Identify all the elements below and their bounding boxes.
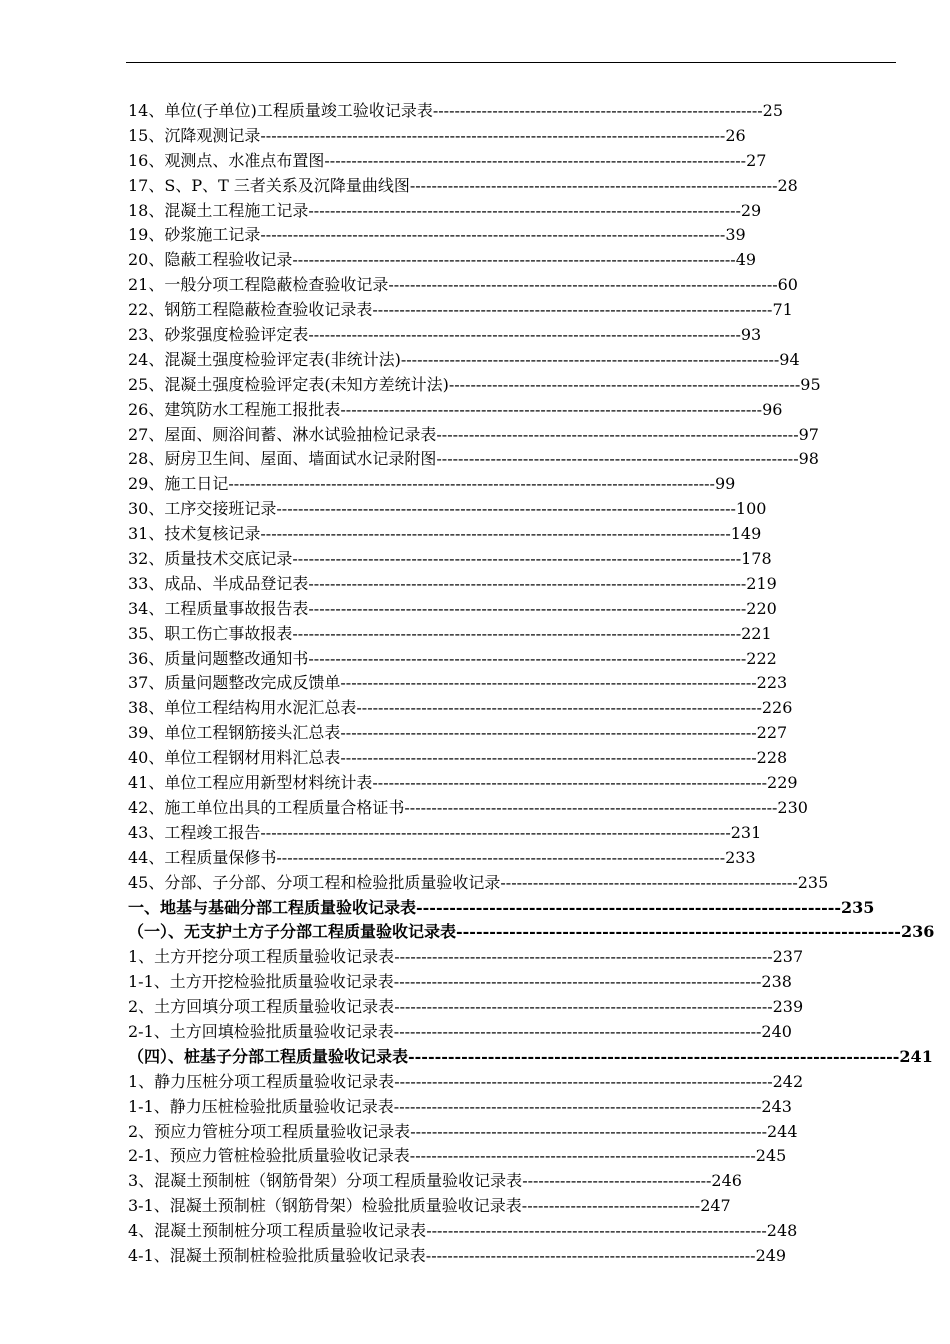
toc-leader: ---------------------------------------------------------------------- bbox=[400, 349, 780, 369]
toc-entry-title: 41、单位工程应用新型材料统计表 bbox=[128, 773, 373, 793]
toc-page-number: 244 bbox=[767, 1121, 798, 1141]
toc-entry-title: 38、单位工程结构用水泥汇总表 bbox=[128, 698, 357, 718]
toc-page-number: 26 bbox=[725, 125, 746, 145]
toc-page-number: 98 bbox=[798, 449, 819, 469]
toc-entry-title: 4-1、混凝土预制桩检验批质量验收记录表 bbox=[128, 1245, 426, 1265]
toc-entry[interactable] bbox=[128, 572, 934, 597]
toc-page-number: 236 bbox=[900, 922, 935, 942]
toc-leader: ------------------------------------------------------------------- bbox=[436, 424, 799, 444]
toc-entry-title: 14、单位(子单位)工程质量竣工验收记录表 bbox=[128, 101, 433, 120]
toc-page-number: 221 bbox=[741, 623, 772, 643]
toc-entry-title: 16、观测点、水准点布置图 bbox=[128, 150, 325, 170]
toc-leader: ----------------------------------------------------------------------------------- bbox=[292, 549, 742, 569]
toc-page-number: 246 bbox=[711, 1171, 742, 1191]
toc-entry[interactable] bbox=[128, 497, 934, 522]
toc-entry[interactable] bbox=[128, 721, 934, 746]
toc-page-number: 96 bbox=[762, 399, 783, 419]
toc-page-number: 240 bbox=[761, 1021, 792, 1041]
toc-leader: --------------------------------------------------------------------------------------- bbox=[260, 822, 731, 842]
toc-entry[interactable] bbox=[128, 1095, 934, 1120]
toc-leader: ---------------------------------------------------------------- bbox=[416, 897, 842, 917]
toc-page-number: 230 bbox=[777, 797, 808, 817]
toc-leader: --------------------------------------------------------------- bbox=[426, 1221, 767, 1241]
toc-leader: -------------------------------------------------------------------- bbox=[393, 1096, 762, 1116]
toc-entry[interactable] bbox=[128, 298, 934, 323]
toc-page-number: 247 bbox=[700, 1196, 731, 1216]
toc-entry[interactable] bbox=[128, 970, 934, 995]
toc-entry[interactable] bbox=[128, 99, 934, 124]
toc-entry-title: 2-1、土方回填检验批质量验收记录表 bbox=[128, 1021, 394, 1041]
toc-entry-title: 1-1、静力压桩检验批质量验收记录表 bbox=[128, 1096, 394, 1116]
toc-page-number: 235 bbox=[841, 897, 875, 917]
toc-entry[interactable] bbox=[128, 273, 934, 298]
toc-entry-title: 44、工程质量保修书 bbox=[128, 847, 277, 867]
toc-entry[interactable] bbox=[128, 622, 934, 647]
toc-entry-title: 3-1、混凝土预制桩（钢筋骨架）检验批质量验收记录表 bbox=[128, 1196, 522, 1216]
toc-entry[interactable] bbox=[128, 1020, 934, 1045]
toc-leader: ------------------------------------------------------------------------------------- bbox=[276, 499, 736, 519]
toc-entry-title: 37、质量问题整改完成反馈单 bbox=[128, 673, 341, 693]
toc-leader: ---------------------------------------------------------------------------------- bbox=[292, 250, 736, 270]
toc-entry-title: 17、S、P、T 三者关系及沉降量曲线图 bbox=[128, 175, 410, 195]
toc-page-number: 49 bbox=[735, 250, 757, 270]
toc-leader: --------------------------------------------------------------------------- bbox=[356, 698, 762, 718]
toc-entry[interactable] bbox=[128, 597, 934, 622]
toc-page-number: 237 bbox=[772, 947, 804, 967]
toc-entry-title: （四）、桩基子分部工程质量验收记录表 bbox=[128, 1046, 409, 1066]
toc-leader: ----------------------------------------------------------------------------------- bbox=[276, 847, 726, 867]
toc-page-number: 233 bbox=[725, 847, 756, 867]
toc-page-number: 228 bbox=[756, 748, 788, 768]
toc-entry[interactable] bbox=[128, 796, 934, 821]
toc-page-number: 243 bbox=[761, 1096, 792, 1116]
toc-page-number: 94 bbox=[779, 349, 800, 369]
toc-entry[interactable] bbox=[128, 423, 934, 448]
toc-entry-title: 30、工序交接班记录 bbox=[128, 499, 277, 519]
toc-entry-title: 4、混凝土预制桩分项工程质量验收记录表 bbox=[128, 1221, 427, 1241]
toc-page-number: 27 bbox=[746, 150, 767, 170]
toc-entry-title: 1-1、土方开挖检验批质量验收记录表 bbox=[128, 972, 394, 992]
toc-leader: -------------------------------------------------------------------------------- bbox=[308, 325, 741, 345]
toc-entry[interactable] bbox=[128, 248, 934, 273]
toc-page-number: 227 bbox=[756, 723, 788, 743]
toc-leader: ------------------------------------------------------------------------------------------ bbox=[228, 474, 715, 494]
toc-entry[interactable] bbox=[128, 821, 934, 846]
toc-leader: ------------------------------------------------------------- bbox=[432, 101, 763, 120]
toc-leader: --------------------------------------------------------------------- bbox=[404, 797, 778, 817]
toc-entry[interactable] bbox=[128, 149, 934, 174]
table-of-contents bbox=[128, 99, 934, 1269]
toc-entry-title: 2、土方回填分项工程质量验收记录表 bbox=[128, 997, 395, 1017]
toc-entry[interactable] bbox=[128, 522, 934, 547]
toc-entry-title: 39、单位工程钢筋接头汇总表 bbox=[128, 723, 341, 743]
toc-entry[interactable] bbox=[128, 846, 934, 871]
toc-entry[interactable] bbox=[128, 547, 934, 572]
toc-leader: --------------------------------------------------------------------------------- bbox=[308, 598, 747, 618]
toc-page-number: 93 bbox=[740, 325, 762, 345]
toc-entry-title: 33、成品、半成品登记表 bbox=[128, 573, 309, 593]
toc-entry-title: 45、分部、子分部、分项工程和检验批质量验收记录 bbox=[128, 872, 501, 892]
toc-leader: ------------------------------------------------------------------- bbox=[436, 449, 799, 469]
toc-leader: ----------------------------------------------------------------------------- bbox=[340, 748, 757, 768]
toc-page-number: 60 bbox=[777, 275, 798, 295]
toc-entry[interactable] bbox=[128, 871, 934, 896]
toc-entry-title: 18、混凝土工程施工记录 bbox=[128, 200, 309, 220]
toc-leader: ----------------------------------------------------------------------------- bbox=[340, 723, 757, 743]
toc-leader: -------------------------------------------------------------------------------------- bbox=[260, 225, 726, 245]
toc-entry[interactable] bbox=[128, 398, 934, 423]
toc-page-number: 222 bbox=[746, 648, 777, 668]
toc-leader: ----------------------------------------------------------------------------------- bbox=[292, 623, 742, 643]
toc-entry[interactable] bbox=[128, 223, 934, 248]
toc-page-number: 220 bbox=[746, 598, 777, 618]
toc-page-number: 29 bbox=[740, 200, 762, 220]
toc-entry-title: 20、隐蔽工程验收记录 bbox=[128, 250, 293, 270]
toc-entry[interactable] bbox=[128, 472, 934, 497]
toc-entry-title: 42、施工单位出具的工程质量合格证书 bbox=[128, 797, 405, 817]
toc-entry-title: 一、地基与基础分部工程质量验收记录表 bbox=[128, 897, 417, 917]
toc-entry-title: 3、混凝土预制桩（钢筋骨架）分项工程质量验收记录表 bbox=[128, 1171, 523, 1191]
toc-page-number: 245 bbox=[755, 1146, 787, 1166]
toc-entry[interactable] bbox=[128, 945, 934, 970]
toc-page-number: 100 bbox=[735, 499, 767, 519]
toc-entry[interactable] bbox=[128, 373, 934, 398]
toc-entry[interactable] bbox=[128, 746, 934, 771]
toc-leader: ---------------------------------------------------------------------- bbox=[394, 1071, 773, 1091]
toc-entry[interactable] bbox=[128, 1045, 934, 1070]
toc-entry-title: 21、一般分项工程隐蔽检查验收记录 bbox=[128, 275, 389, 295]
toc-leader: --------------------------------------------------------------------------------------- bbox=[260, 524, 731, 544]
toc-entry-title: 15、沉降观测记录 bbox=[128, 125, 261, 145]
toc-page-number: 241 bbox=[899, 1046, 933, 1066]
toc-entry-title: 36、质量问题整改通知书 bbox=[128, 648, 309, 668]
toc-entry[interactable] bbox=[128, 995, 934, 1020]
toc-leader: -------------------------------------------------------------------- bbox=[409, 175, 778, 195]
toc-page-number: 249 bbox=[755, 1245, 787, 1265]
toc-page-number: 248 bbox=[766, 1221, 798, 1241]
toc-entry-title: 29、施工日记 bbox=[128, 474, 229, 494]
toc-leader: -------------------------------------------------------------------- bbox=[393, 972, 762, 992]
toc-page-number: 178 bbox=[741, 549, 772, 569]
toc-page-number: 97 bbox=[798, 424, 819, 444]
toc-leader: ------------------------------------------------------------------- bbox=[456, 922, 901, 942]
toc-entry-title: 27、屋面、厕浴间蓄、淋水试验抽检记录表 bbox=[128, 424, 437, 444]
toc-entry-title: 25、混凝土强度检验评定表(未知方差统计法) bbox=[128, 374, 449, 394]
toc-page-number: 39 bbox=[725, 225, 746, 245]
toc-page-number: 235 bbox=[797, 872, 829, 892]
toc-leader: -------------------------------------------------------------------------------------- bbox=[260, 125, 726, 145]
toc-entry-title: 22、钢筋工程隐蔽检查验收记录表 bbox=[128, 300, 373, 320]
toc-entry[interactable] bbox=[128, 1120, 934, 1145]
toc-page-number: 223 bbox=[756, 673, 788, 693]
toc-entry-title: （一）、无支护土方子分部工程质量验收记录表 bbox=[128, 922, 457, 942]
toc-page-number: 25 bbox=[762, 101, 783, 120]
toc-entry[interactable] bbox=[128, 174, 934, 199]
toc-leader: ------------------------------------------------------------------------- bbox=[372, 773, 768, 793]
toc-entry[interactable] bbox=[128, 1070, 934, 1095]
toc-page-number: 231 bbox=[730, 822, 762, 842]
toc-leader: ---------------------------------------------------------------------- bbox=[394, 947, 773, 967]
toc-entry-title: 32、质量技术交底记录 bbox=[128, 549, 293, 569]
toc-entry[interactable] bbox=[128, 1244, 934, 1269]
toc-leader: -------------------------------------------------------------------- bbox=[393, 1021, 762, 1041]
toc-entry-title: 35、职工伤亡事故报表 bbox=[128, 623, 293, 643]
header-rule bbox=[126, 62, 896, 63]
toc-entry[interactable] bbox=[128, 671, 934, 696]
toc-entry[interactable] bbox=[128, 323, 934, 348]
toc-page-number: 149 bbox=[730, 524, 762, 544]
toc-leader: ------------------------------------------------------------------------------ bbox=[324, 150, 747, 170]
toc-entry[interactable] bbox=[128, 920, 934, 945]
toc-page-number: 239 bbox=[772, 997, 804, 1017]
toc-leader: -------------------------------------------------------------------------- bbox=[372, 300, 773, 320]
toc-leader: ----------------------------------------------------------------------------- bbox=[340, 673, 757, 693]
toc-entry[interactable] bbox=[128, 447, 934, 472]
toc-leader: ------------------------------------------------------------------------------ bbox=[340, 399, 763, 419]
toc-entry[interactable] bbox=[128, 1169, 934, 1194]
toc-page-number: 99 bbox=[714, 474, 736, 494]
toc-entry-title: 23、砂浆强度检验评定表 bbox=[128, 325, 309, 345]
toc-page-number: 229 bbox=[767, 773, 798, 793]
toc-entry-title: 24、混凝土强度检验评定表(非统计法) bbox=[128, 349, 401, 369]
toc-entry[interactable] bbox=[128, 124, 934, 149]
toc-entry-title: 1、土方开挖分项工程质量验收记录表 bbox=[128, 947, 395, 967]
toc-leader: ---------------------------------------------------------------------- bbox=[394, 997, 773, 1017]
toc-entry[interactable] bbox=[128, 348, 934, 373]
toc-leader: --------------------------------- bbox=[521, 1196, 701, 1216]
toc-entry[interactable] bbox=[128, 1144, 934, 1169]
toc-entry-title: 40、单位工程钢材用料汇总表 bbox=[128, 748, 341, 768]
toc-entry[interactable] bbox=[128, 1219, 934, 1244]
toc-entry[interactable] bbox=[128, 647, 934, 672]
toc-entry-title: 2-1、预应力管桩检验批质量验收记录表 bbox=[128, 1146, 410, 1166]
toc-page-number: 71 bbox=[772, 300, 793, 320]
toc-page-number: 242 bbox=[772, 1071, 804, 1091]
toc-entry-title: 26、建筑防水工程施工报批表 bbox=[128, 399, 341, 419]
toc-page-number: 238 bbox=[761, 972, 792, 992]
toc-page-number: 219 bbox=[746, 573, 777, 593]
toc-entry[interactable] bbox=[128, 896, 934, 921]
toc-entry-title: 19、砂浆施工记录 bbox=[128, 225, 261, 245]
toc-entry[interactable] bbox=[128, 696, 934, 721]
toc-page-number: 95 bbox=[800, 374, 821, 394]
toc-entry-title: 31、技术复核记录 bbox=[128, 524, 261, 544]
toc-leader: --------------------------------------------------------------------------------- bbox=[308, 648, 747, 668]
toc-leader: ------------------------------------------------------------------ bbox=[410, 1121, 767, 1141]
toc-entry-title: 34、工程质量事故报告表 bbox=[128, 598, 309, 618]
toc-page-number: 28 bbox=[777, 175, 798, 195]
toc-leader: -------------------------------------------------------------------------- bbox=[408, 1046, 900, 1066]
toc-entry[interactable] bbox=[128, 1194, 934, 1219]
toc-leader: ----------------------------------------------------------------- bbox=[448, 374, 801, 394]
toc-entry-title: 28、厨房卫生间、屋面、墙面试水记录附图 bbox=[128, 449, 437, 469]
toc-leader: ---------------------------------------------------------------- bbox=[409, 1146, 756, 1166]
toc-leader: ------------------------------------------------------------------------ bbox=[388, 275, 778, 295]
toc-entry-title: 2、预应力管桩分项工程质量验收记录表 bbox=[128, 1121, 411, 1141]
toc-leader: ------------------------------------------------------------- bbox=[425, 1245, 756, 1265]
toc-entry[interactable] bbox=[128, 199, 934, 224]
toc-entry-title: 1、静力压桩分项工程质量验收记录表 bbox=[128, 1071, 395, 1091]
toc-entry-title: 43、工程竣工报告 bbox=[128, 822, 261, 842]
toc-leader: -------------------------------------------------------------------------------- bbox=[308, 200, 741, 220]
toc-page-number: 226 bbox=[761, 698, 793, 718]
toc-leader: ------------------------------------------------------- bbox=[500, 872, 798, 892]
toc-entry[interactable] bbox=[128, 771, 934, 796]
toc-leader: ----------------------------------- bbox=[522, 1171, 712, 1191]
toc-leader: --------------------------------------------------------------------------------- bbox=[308, 573, 747, 593]
